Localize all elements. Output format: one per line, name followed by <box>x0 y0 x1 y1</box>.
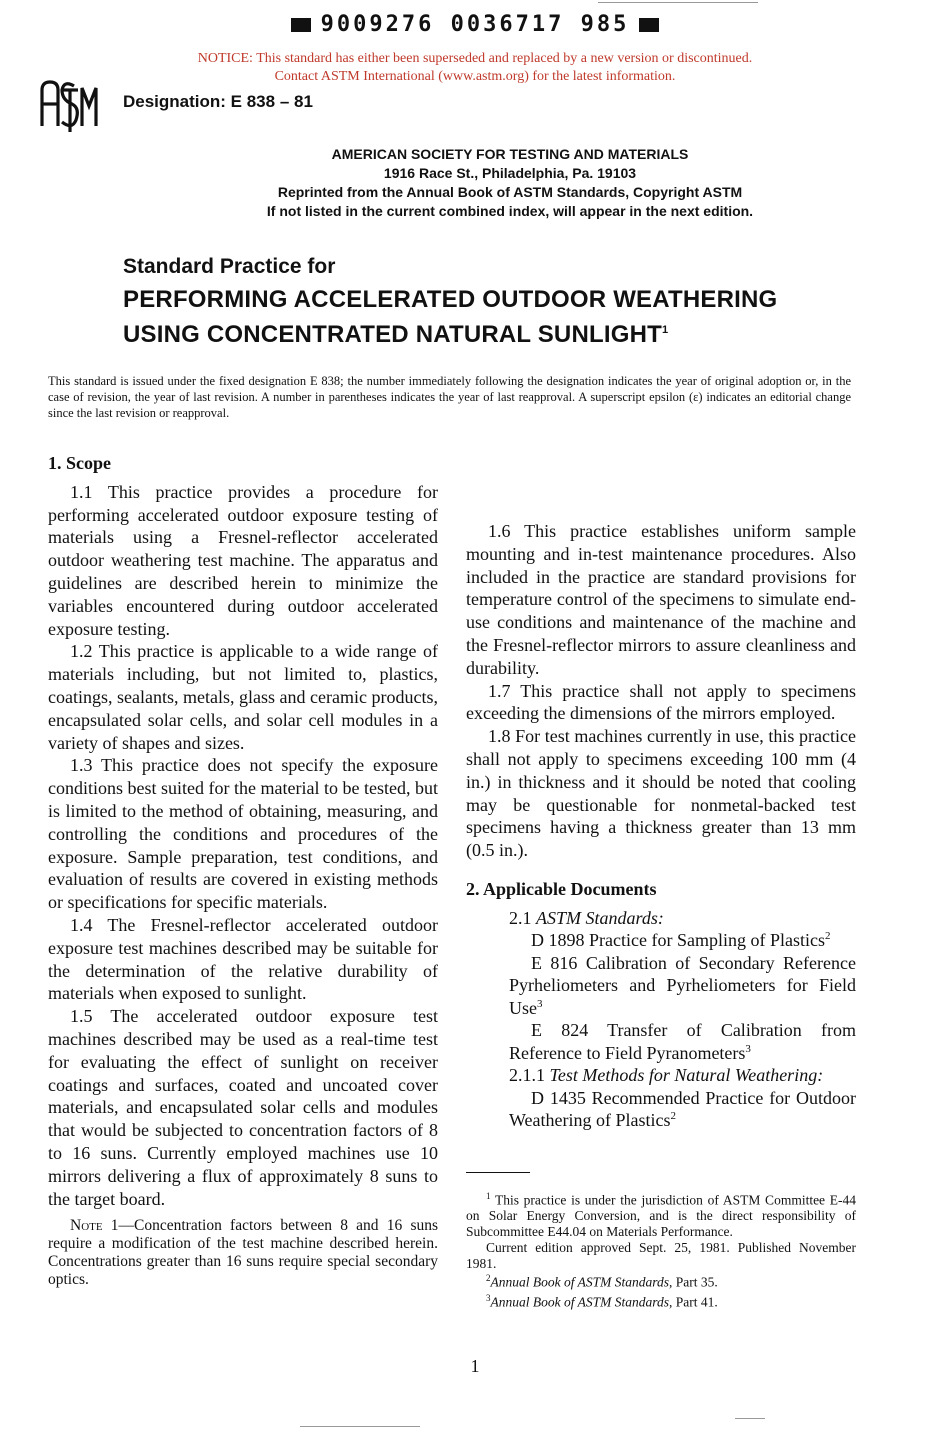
footnote-1b: Current edition approved Sept. 25, 1981. Published November 1981. <box>466 1239 856 1271</box>
footnote-2 <box>466 1271 856 1290</box>
left-column <box>48 452 438 1289</box>
footnote-1 <box>466 1189 856 1240</box>
reference-text: E 816 Calibration of Secondary Reference Pyrheliometers and Pyrheliometers for Field Use <box>509 952 856 1018</box>
society-name: AMERICAN SOCIETY FOR TESTING AND MATERIALS <box>331 146 689 162</box>
subsection-title: ASTM Standards: <box>536 907 664 928</box>
reference-text: E 824 Transfer of Calibration from Reference to Field Pyranometers <box>509 1020 856 1063</box>
right-column <box>466 452 856 1132</box>
reference-d1435 <box>466 1087 856 1132</box>
society-block <box>150 145 870 221</box>
notice-line-2: Contact ASTM International (www.astm.org) for the latest information. <box>274 69 676 84</box>
reference-e816 <box>466 952 856 1020</box>
footnote-ref: 2 <box>670 1110 677 1123</box>
footnote-ref: 3 <box>745 1042 751 1055</box>
footnotes <box>466 1189 856 1310</box>
scan-mark <box>735 1418 765 1419</box>
reference-text: D 1898 Practice for Sampling of Plastics <box>531 930 825 951</box>
page-number: 1 <box>470 1356 480 1376</box>
barcode-text: 9009276 0036717 985 <box>320 12 630 37</box>
footnote-mark: 3 <box>486 1292 491 1303</box>
footnote-ref: 2 <box>824 930 831 943</box>
paragraph-1-2: 1.2 This practice is applicable to a wide range of materials including, but not limited to, plastics, coatings, sealants, metals, glass and ceramic products, encapsulated solar cells, and solar cell modules in a variety of shapes and sizes. <box>48 641 438 753</box>
index-note: If not listed in the current combined index, will appear in the next edition. <box>266 203 754 219</box>
issued-statement: This standard is issued under the fixed designation E 838; the number immediately following the designation indicates the year of original adoption or, in the case of revision, the year of last revision. A number in parentheses indicates the year of last reapproval. A superscript epsilon (ε) indicates an editorial change since the last revision or reapproval. <box>48 374 851 420</box>
paragraph-1-5: 1.5 The accelerated outdoor exposure test machines described may be used as a real-time test for evaluating the effect of sunlight on receiver coatings and surfaces, coated and uncoated cover materials, and encapsulated solar cells and modules that would be subjected to concentration factors of 8 to 16 suns. Currently employed machines use 10 mirrors delivering a flux of approximately 8 suns to the target board. <box>48 1006 438 1209</box>
paragraph-1-8: 1.8 For test machines currently in use, this practice shall not apply to specimens exceeding 100 mm (4 in.) in thickness and it should be noted that cooling may be questionable for nonmetal-backed test specimens having a thickness greater than 13 mm (0.5 in.). <box>466 726 856 861</box>
subsection-2-1 <box>466 907 856 930</box>
society-address: 1916 Race St., Philadelphia, Pa. 19103 <box>383 165 637 181</box>
footnote-rule <box>466 1172 530 1173</box>
astm-logo-icon <box>38 76 100 136</box>
document-barcode <box>0 12 950 37</box>
designation: Designation: E 838 – 81 <box>123 92 313 111</box>
subsection-number: 2.1 <box>509 907 532 928</box>
title-line-1: PERFORMING ACCELERATED OUTDOOR WEATHERING <box>123 286 778 313</box>
title-line-2-text: USING CONCENTRATED NATURAL SUNLIGHT <box>123 321 662 348</box>
section-heading-scope: 1. Scope <box>48 453 111 473</box>
note-1 <box>48 1217 438 1289</box>
footnote-mark: 2 <box>486 1273 491 1284</box>
footnote-mark: 1 <box>486 1191 491 1201</box>
subsection-2-1-1 <box>466 1064 856 1087</box>
footnote-3 <box>466 1291 856 1310</box>
reference-list <box>466 907 856 1132</box>
footnote-text: This practice is under the jurisdiction of ASTM Committee E-44 on Solar Energy Conversion, and is the direct responsibility of Subcommittee E44.04 on Materials Performance. <box>466 1192 856 1240</box>
notice-line-1: NOTICE: This standard has either been superseded and replaced by a new version or discontinued. <box>197 51 753 66</box>
paragraph-1-4: 1.4 The Fresnel-reflector accelerated outdoor exposure test machines described may be suitable for the determination of the relative durability of materials when exposed to sunlight. <box>48 914 438 1004</box>
paragraph-1-1: 1.1 This practice provides a procedure for performing accelerated outdoor exposure testing of materials using a Fresnel-reflector accelerated outdoor weathering test machine. The apparatus and guidelines are described herein to minimize the variables encountered during outdoor accelerated exposure testing. <box>48 481 438 639</box>
barcode-block <box>639 18 659 32</box>
supersede-notice <box>0 50 950 86</box>
footnote-text: , Part 41. <box>669 1294 718 1310</box>
subsection-number: 2.1.1 <box>509 1065 545 1086</box>
footnote-title: Annual Book of ASTM Standards <box>490 1294 669 1310</box>
title-prefix: Standard Practice for <box>123 255 336 278</box>
note-label: Note 1 <box>70 1217 119 1235</box>
title-line-2 <box>123 321 668 349</box>
footnote-ref: 1 <box>661 324 669 336</box>
reprint-notice: Reprinted from the Annual Book of ASTM Standards, Copyright ASTM <box>277 184 743 200</box>
footnote-ref: 3 <box>537 997 543 1010</box>
scan-mark <box>300 1426 420 1427</box>
footnote-text: , Part 35. <box>669 1274 718 1290</box>
reference-d1898 <box>466 929 856 952</box>
scan-mark <box>598 2 758 3</box>
note-text: —Concentration factors between 8 and 16 suns require a modification of the test machine described herein. Concentrations greater than 16 suns require special secondary optics. <box>48 1217 439 1289</box>
subsection-title: Test Methods for Natural Weathering: <box>549 1065 824 1086</box>
paragraph-1-7: 1.7 This practice shall not apply to specimens exceeding the dimensions of the mirrors employed. <box>466 680 856 724</box>
reference-e824 <box>466 1019 856 1064</box>
barcode-block <box>291 18 311 32</box>
paragraph-1-6: 1.6 This practice establishes uniform sample mounting and in-test maintenance procedures. Also included in the practice are standard provisions for temperature control of the specimens to simulate end-use conditions and maintenance of the machine and the Fresnel-reflector mirrors to assure cleanliness and durability. <box>466 521 856 678</box>
reference-text: D 1435 Recommended Practice for Outdoor Weathering of Plastics <box>509 1087 856 1131</box>
paragraph-1-3: 1.3 This practice does not specify the exposure conditions best suited for the material to be tested, but is limited to the method of obtaining, measuring, and controlling the conditions and procedures of the exposure. Sample preparation, test conditions, and evaluation of results are covered in existing methods or specifications for specific materials. <box>48 755 438 913</box>
note-continuation-space <box>466 452 856 520</box>
footnote-title: Annual Book of ASTM Standards <box>490 1274 669 1290</box>
section-heading-applicable-documents: 2. Applicable Documents <box>466 878 657 899</box>
